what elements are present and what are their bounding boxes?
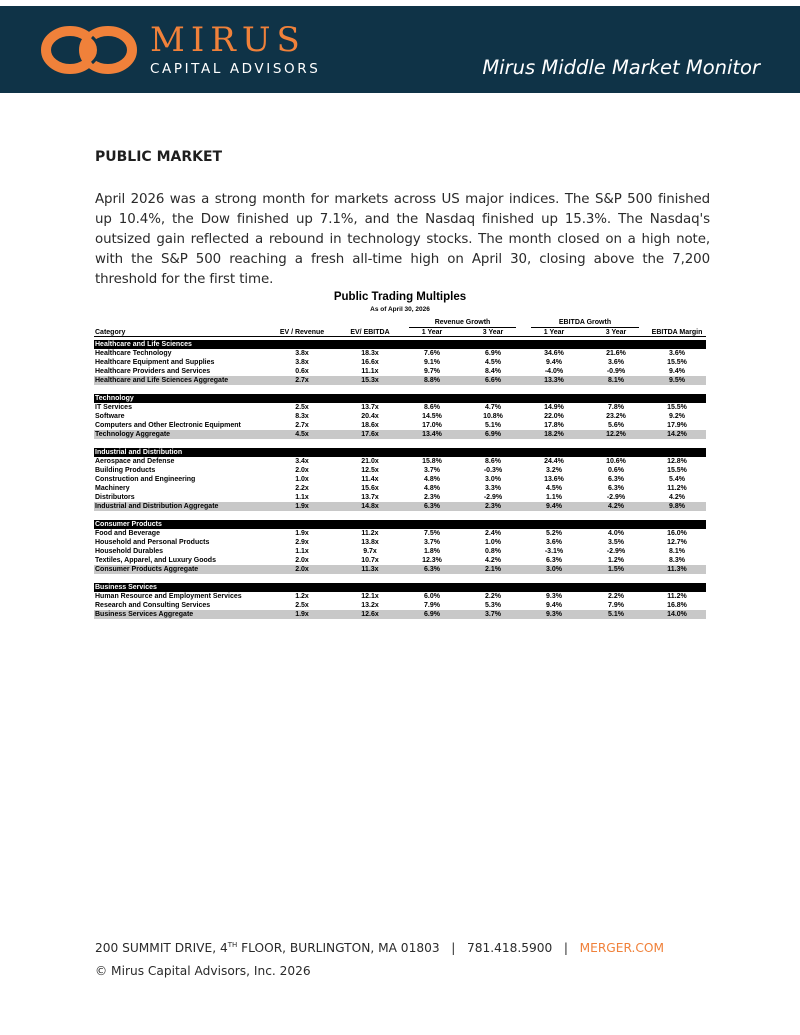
cell-ebitda-3y: 23.2% [606, 413, 626, 420]
cell-ev-revenue: 3.8x [295, 350, 309, 357]
cell-category: Research and Consulting Services [95, 602, 211, 609]
table-row [94, 367, 706, 376]
cell-revenue-1y: 3.7% [424, 467, 440, 474]
cell-ebitda-margin: 8.3% [669, 557, 685, 564]
cell-ebitda-1y: 3.0% [546, 566, 562, 573]
footer-separator: | [563, 941, 568, 955]
cell-category: Aerospace and Defense [95, 458, 175, 465]
cell-revenue-3y: 2.2% [485, 593, 501, 600]
cell-ebitda-margin: 16.0% [667, 530, 687, 537]
cell-ebitda-1y: 13.3% [544, 377, 564, 384]
cell-revenue-3y: 10.8% [483, 413, 503, 420]
column-header-revenue-1y: 1 Year [421, 329, 443, 336]
cell-revenue-1y: 4.8% [424, 485, 440, 492]
sector-name: Consumer Products [95, 521, 162, 528]
cell-ev-ebitda: 14.8x [361, 503, 379, 510]
sector-header-row [94, 520, 706, 529]
cell-category: IT Services [95, 404, 132, 411]
cell-ev-ebitda: 15.6x [361, 485, 379, 492]
cell-ev-revenue: 1.1x [295, 494, 309, 501]
cell-ev-revenue: 2.7x [295, 422, 309, 429]
cell-revenue-1y: 8.6% [424, 404, 440, 411]
cell-ev-revenue: 1.1x [295, 548, 309, 555]
aggregate-row [94, 502, 706, 511]
cell-ebitda-margin: 9.5% [669, 377, 685, 384]
cell-category: Household Durables [95, 548, 164, 555]
cell-ev-ebitda: 20.4x [361, 413, 379, 420]
cell-ebitda-1y: 24.4% [544, 458, 564, 465]
cell-ebitda-3y: 0.6% [608, 467, 624, 474]
cell-category: Software [95, 413, 125, 420]
table-row [94, 484, 706, 493]
ebitda-growth-group-header: EBITDA Growth [531, 319, 639, 328]
cell-ebitda-margin: 14.2% [667, 431, 687, 438]
cell-category: Consumer Products Aggregate [95, 566, 199, 573]
cell-ebitda-1y: 9.3% [546, 593, 562, 600]
cell-ev-ebitda: 21.0x [361, 458, 379, 465]
cell-ebitda-margin: 8.1% [669, 548, 685, 555]
cell-revenue-3y: 5.3% [485, 602, 501, 609]
cell-ebitda-1y: -4.0% [544, 368, 564, 375]
cell-ev-revenue: 1.9x [295, 611, 309, 618]
cell-ebitda-margin: 4.2% [669, 494, 685, 501]
brand-subtitle: CAPITAL ADVISORS [150, 61, 321, 77]
cell-revenue-3y: 2.3% [485, 503, 501, 510]
cell-revenue-3y: 4.7% [485, 404, 501, 411]
cell-revenue-3y: 2.1% [485, 566, 501, 573]
cell-ebitda-3y: -0.9% [606, 368, 626, 375]
cell-revenue-1y: 6.9% [424, 611, 440, 618]
cell-revenue-1y: 1.8% [424, 548, 440, 555]
cell-category: Food and Beverage [95, 530, 160, 537]
cell-ev-revenue: 2.7x [295, 377, 309, 384]
cell-ebitda-margin: 9.4% [669, 368, 685, 375]
cell-ebitda-3y: 8.1% [608, 377, 624, 384]
table-row [94, 529, 706, 538]
cell-category: Healthcare and Life Sciences Aggregate [95, 377, 229, 384]
cell-revenue-3y: 4.5% [485, 359, 501, 366]
cell-ebitda-3y: 1.5% [608, 566, 624, 573]
cell-category: Healthcare Providers and Services [95, 368, 211, 375]
table-group-header-row [94, 319, 706, 328]
cell-ev-revenue: 8.3x [295, 413, 309, 420]
cell-ev-ebitda: 13.8x [361, 539, 379, 546]
cell-category: Healthcare Technology [95, 350, 172, 357]
cell-ebitda-margin: 11.2% [667, 593, 687, 600]
sector-header-row [94, 340, 706, 349]
cell-revenue-3y: 8.4% [485, 368, 501, 375]
cell-ev-ebitda: 13.7x [361, 404, 379, 411]
table-row [94, 493, 706, 502]
footer-copyright: © Mirus Capital Advisors, Inc. 2026 [95, 964, 311, 978]
cell-revenue-1y: 7.5% [424, 530, 440, 537]
revenue-growth-group-header: Revenue Growth [409, 319, 516, 328]
table-row [94, 358, 706, 367]
column-header-revenue-3y: 3 Year [482, 329, 504, 336]
aggregate-row [94, 565, 706, 574]
mirus-logo-icon [40, 23, 140, 77]
cell-ebitda-3y: 21.6% [606, 350, 626, 357]
cell-ev-ebitda: 15.3x [361, 377, 379, 384]
sector-name: Industrial and Distribution [95, 449, 183, 456]
cell-category: Textiles, Apparel, and Luxury Goods [95, 557, 216, 564]
cell-ev-ebitda: 12.5x [361, 467, 379, 474]
cell-revenue-3y: 4.2% [485, 557, 501, 564]
cell-category: Industrial and Distribution Aggregate [95, 503, 219, 510]
cell-ebitda-margin: 5.4% [669, 476, 685, 483]
table-row [94, 349, 706, 358]
column-header-ebitda-margin: EBITDA Margin [651, 329, 703, 336]
table-row [94, 421, 706, 430]
cell-ebitda-1y: 22.0% [544, 413, 564, 420]
sector-header-row [94, 394, 706, 403]
footer-address-line [95, 941, 664, 955]
cell-ebitda-1y: 6.3% [546, 557, 562, 564]
cell-ebitda-3y: 4.2% [608, 503, 624, 510]
cell-ev-revenue: 2.9x [295, 539, 309, 546]
cell-ebitda-1y: 9.4% [546, 503, 562, 510]
cell-ebitda-3y: 10.6% [606, 458, 626, 465]
cell-ebitda-margin: 11.2% [667, 485, 687, 492]
sector-name: Healthcare and Life Sciences [95, 341, 192, 348]
cell-revenue-3y: 8.6% [485, 458, 501, 465]
trading-multiples-table [94, 319, 706, 619]
cell-ebitda-margin: 15.5% [667, 467, 687, 474]
cell-ebitda-margin: 16.8% [667, 602, 687, 609]
cell-ebitda-1y: 4.5% [546, 485, 562, 492]
cell-ebitda-1y: 9.4% [546, 359, 562, 366]
cell-revenue-1y: 7.9% [424, 602, 440, 609]
cell-ebitda-1y: 3.2% [546, 467, 562, 474]
cell-ebitda-1y: -3.1% [544, 548, 564, 555]
aggregate-row [94, 610, 706, 619]
sector-spacer [94, 574, 706, 583]
cell-ebitda-3y: 6.3% [608, 476, 624, 483]
cell-ebitda-margin: 15.5% [667, 404, 687, 411]
cell-revenue-3y: 0.8% [485, 548, 501, 555]
cell-revenue-3y: 2.4% [485, 530, 501, 537]
column-header-ebitda-3y: 3 Year [605, 329, 627, 336]
table-row [94, 403, 706, 412]
cell-ebitda-3y: 1.2% [608, 557, 624, 564]
cell-ebitda-3y: 2.2% [608, 593, 624, 600]
intro-paragraph: April 2026 was a strong month for markets across US major indices. The S&P 500 finished up 10.4%, the Dow finished up 7.1%, and the Nasdaq finished up 15.3%. The Nasdaq's outsized gain reflected a rebound in technology stocks. The month closed on a high note, with the S&P 500 reaching a fresh all-time high on April 30, closing above the 7,200 threshold for the first time. [95, 192, 710, 287]
footer-website-link[interactable]: MERGER.COM [579, 941, 664, 955]
cell-category: Healthcare Equipment and Supplies [95, 359, 215, 366]
cell-ebitda-3y: 3.5% [608, 539, 624, 546]
table-row [94, 556, 706, 565]
sector-spacer [94, 511, 706, 520]
cell-revenue-1y: 6.3% [424, 566, 440, 573]
cell-ev-ebitda: 9.7x [363, 548, 377, 555]
footer-address: 200 SUMMIT DRIVE, 4TH FLOOR, BURLINGTON, MA 01803 [95, 941, 440, 955]
aggregate-row [94, 376, 706, 385]
cell-revenue-1y: 6.3% [424, 503, 440, 510]
cell-ev-revenue: 3.4x [295, 458, 309, 465]
cell-ebitda-3y: -2.9% [606, 548, 626, 555]
table-row [94, 466, 706, 475]
cell-ebitda-1y: 1.1% [546, 494, 562, 501]
cell-ev-ebitda: 13.7x [361, 494, 379, 501]
cell-ebitda-1y: 17.8% [544, 422, 564, 429]
cell-ev-revenue: 2.2x [295, 485, 309, 492]
cell-ebitda-margin: 14.0% [667, 611, 687, 618]
cell-revenue-3y: 5.1% [485, 422, 501, 429]
table-row [94, 538, 706, 547]
cell-ev-revenue: 0.6x [295, 368, 309, 375]
cell-revenue-1y: 9.7% [424, 368, 440, 375]
table-row [94, 475, 706, 484]
sector-spacer [94, 439, 706, 448]
sector-header-row [94, 583, 706, 592]
cell-ev-ebitda: 12.1x [361, 593, 379, 600]
table-title: Public Trading Multiples [333, 291, 467, 303]
footer-separator: | [451, 941, 456, 955]
cell-ev-ebitda: 12.6x [361, 611, 379, 618]
cell-revenue-3y: 6.9% [485, 431, 501, 438]
cell-revenue-3y: 6.6% [485, 377, 501, 384]
table-row [94, 592, 706, 601]
cell-ebitda-3y: 3.6% [608, 359, 624, 366]
cell-category: Building Products [95, 467, 156, 474]
brand-name: MIRUS [150, 20, 306, 60]
cell-ebitda-3y: 6.3% [608, 485, 624, 492]
cell-ebitda-3y: 7.8% [608, 404, 624, 411]
cell-ev-revenue: 1.0x [295, 476, 309, 483]
cell-revenue-1y: 13.4% [422, 431, 442, 438]
cell-ev-ebitda: 11.2x [361, 530, 379, 537]
column-header-ebitda-1y: 1 Year [543, 329, 565, 336]
cell-ebitda-margin: 12.7% [667, 539, 687, 546]
cell-category: Business Services Aggregate [95, 611, 194, 618]
aggregate-row [94, 430, 706, 439]
cell-ev-revenue: 3.8x [295, 359, 309, 366]
cell-ev-revenue: 1.2x [295, 593, 309, 600]
cell-revenue-3y: 3.3% [485, 485, 501, 492]
cell-ebitda-3y: 4.0% [608, 530, 624, 537]
cell-revenue-1y: 2.3% [424, 494, 440, 501]
sector-name: Business Services [95, 584, 157, 591]
cell-ev-revenue: 1.9x [295, 530, 309, 537]
cell-ev-ebitda: 13.2x [361, 602, 379, 609]
section-title: PUBLIC MARKET [95, 149, 223, 165]
cell-ev-ebitda: 18.6x [361, 422, 379, 429]
cell-ev-revenue: 4.5x [295, 431, 309, 438]
cell-revenue-3y: -2.9% [483, 494, 503, 501]
table-body [94, 337, 706, 619]
cell-revenue-1y: 8.8% [424, 377, 440, 384]
cell-category: Distributors [95, 494, 135, 501]
cell-revenue-1y: 15.8% [422, 458, 442, 465]
cell-ev-ebitda: 11.1x [361, 368, 379, 375]
cell-revenue-1y: 3.7% [424, 539, 440, 546]
cell-ev-ebitda: 18.3x [361, 350, 379, 357]
table-row [94, 412, 706, 421]
cell-ebitda-1y: 14.9% [544, 404, 564, 411]
cell-ebitda-margin: 3.6% [669, 350, 685, 357]
cell-ev-revenue: 2.0x [295, 566, 309, 573]
cell-revenue-1y: 14.5% [422, 413, 442, 420]
column-header-ev-revenue: EV / Revenue [279, 329, 325, 336]
cell-category: Construction and Engineering [95, 476, 196, 483]
cell-revenue-1y: 12.3% [422, 557, 442, 564]
cell-ebitda-3y: -2.9% [606, 494, 626, 501]
cell-ev-ebitda: 10.7x [361, 557, 379, 564]
column-header-ev-ebitda: EV/ EBITDA [350, 329, 390, 336]
cell-revenue-1y: 6.0% [424, 593, 440, 600]
sector-name: Technology [95, 395, 134, 402]
cell-ebitda-3y: 7.9% [608, 602, 624, 609]
cell-revenue-3y: -0.3% [483, 467, 503, 474]
cell-revenue-1y: 9.1% [424, 359, 440, 366]
table-row [94, 547, 706, 556]
cell-ebitda-margin: 12.8% [667, 458, 687, 465]
table-row [94, 457, 706, 466]
cell-revenue-3y: 3.7% [485, 611, 501, 618]
cell-ev-revenue: 2.5x [295, 404, 309, 411]
cell-ebitda-1y: 34.6% [544, 350, 564, 357]
table-column-header-row [94, 328, 706, 337]
cell-ev-revenue: 2.0x [295, 467, 309, 474]
cell-category: Technology Aggregate [95, 431, 171, 438]
cell-category: Computers and Other Electronic Equipment [95, 422, 241, 429]
header-band [0, 6, 800, 93]
cell-category: Human Resource and Employment Services [95, 593, 242, 600]
cell-ebitda-1y: 5.2% [546, 530, 562, 537]
cell-ebitda-1y: 9.3% [546, 611, 562, 618]
footer-phone: 781.418.5900 [466, 941, 553, 955]
cell-ebitda-1y: 9.4% [546, 602, 562, 609]
cell-revenue-3y: 1.0% [485, 539, 501, 546]
cell-ev-revenue: 1.9x [295, 503, 309, 510]
sector-header-row [94, 448, 706, 457]
cell-ebitda-3y: 12.2% [606, 431, 626, 438]
cell-ev-ebitda: 16.6x [361, 359, 379, 366]
cell-ebitda-1y: 18.2% [544, 431, 564, 438]
column-header-category: Category [95, 329, 126, 336]
cell-revenue-1y: 7.6% [424, 350, 440, 357]
cell-revenue-3y: 6.9% [485, 350, 501, 357]
sector-spacer [94, 385, 706, 394]
cell-ebitda-3y: 5.1% [608, 611, 624, 618]
cell-revenue-3y: 3.0% [485, 476, 501, 483]
cell-ebitda-margin: 11.3% [667, 566, 687, 573]
cell-ebitda-3y: 5.6% [608, 422, 624, 429]
cell-ev-revenue: 2.0x [295, 557, 309, 564]
cell-ev-ebitda: 11.3x [361, 566, 379, 573]
cell-ebitda-margin: 17.9% [667, 422, 687, 429]
cell-revenue-1y: 4.8% [424, 476, 440, 483]
cell-category: Machinery [95, 485, 130, 492]
cell-category: Household and Personal Products [95, 539, 210, 546]
cell-ebitda-1y: 13.6% [544, 476, 564, 483]
cell-revenue-1y: 17.0% [422, 422, 442, 429]
cell-ev-ebitda: 11.4x [361, 476, 379, 483]
cell-ebitda-margin: 9.8% [669, 503, 685, 510]
table-subtitle: As of April 30, 2026 [370, 306, 430, 313]
cell-ebitda-1y: 3.6% [546, 539, 562, 546]
cell-ebitda-margin: 9.2% [669, 413, 685, 420]
cell-ebitda-margin: 15.5% [667, 359, 687, 366]
table-row [94, 601, 706, 610]
cell-ev-ebitda: 17.6x [361, 431, 379, 438]
publication-title: Mirus Middle Market Monitor [482, 56, 760, 79]
cell-ev-revenue: 2.5x [295, 602, 309, 609]
